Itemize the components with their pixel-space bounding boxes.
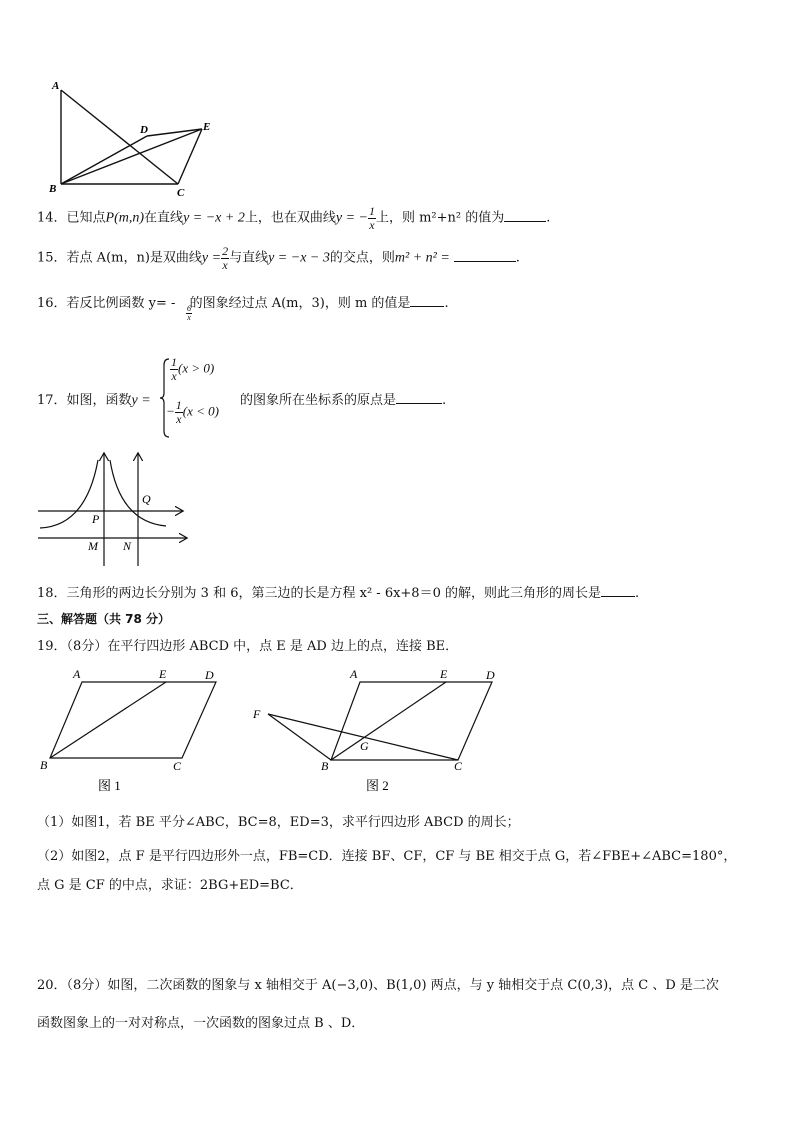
fig2-label-D: D	[486, 668, 495, 682]
question-20-line2: 函数图象上的一对对称点，一次函数的图象过点 B 、D．	[37, 1016, 365, 1031]
section-3-title: 三、解答题（共 78 分）	[37, 612, 171, 626]
fig2-label-G: G	[360, 739, 369, 753]
question-15: 15．若点 A(m，n)是双曲线y = $\frac{2}{x}$ 与直线y = −x − 3的交点，则m² + n² = .	[37, 244, 520, 272]
fig-label-P: P	[92, 512, 100, 526]
question-17-prefix: 17．如图，函数y =	[37, 393, 151, 408]
question-19-part2b: 点 G 是 CF 的中点，求证：2BG+ED=BC．	[37, 878, 303, 893]
q17-brace	[160, 357, 170, 439]
fig1-label-A: A	[73, 667, 81, 681]
fig1-caption: 图 1	[98, 778, 121, 793]
q14-text2: 上，也在双曲线	[244, 210, 336, 226]
question-18: 18．三角形的两边长分别为 3 和 6，第三边的长是方程 x² - 6x+8＝0 的解，则此三角形的周长是 .	[37, 586, 640, 601]
label-B: B	[49, 183, 57, 195]
fig-label-M: M	[88, 539, 98, 553]
q17-figure	[34, 450, 194, 570]
q16-text: 16．若反比例函数 y= -	[37, 296, 176, 311]
q16-small-fraction: $\frac{6}{x}$	[187, 304, 191, 322]
q14-hyperbola-fraction: $\frac{1}{x}$	[368, 204, 375, 232]
fig2-label-C: C	[454, 759, 463, 773]
fig-label-Q: Q	[142, 492, 151, 506]
question-14: 14．已知点P(m,n)在直线y = −x + 2上，也在双曲线y = − $\frac{1}{x}$ 上，则 m²+n² 的值为 .	[37, 204, 551, 232]
q14-text1: 在直线	[144, 210, 184, 226]
figure-abcde	[44, 78, 224, 198]
q19-figure-2	[248, 664, 508, 796]
fig2-label-F: F	[253, 707, 261, 721]
q14-answer-blank[interactable]	[504, 209, 546, 222]
question-19-part1: （1）如图1，若 BE 平分∠ABC，BC=8，ED=3，求平行四边形 ABCD 的周长；	[37, 815, 520, 830]
q15-hyperbola-prefix: y =	[201, 250, 222, 266]
fig2-label-B: B	[321, 759, 329, 773]
question-16: 16．若反比例函数 y= - 的图象经过点 A(m，3)，则 m 的值是 .	[37, 296, 449, 311]
q14-hyperbola-prefix: y = −	[335, 210, 368, 226]
fig2-caption: 图 2	[366, 778, 389, 793]
q17-answer-blank[interactable]	[396, 391, 442, 404]
label-E: E	[203, 121, 211, 133]
question-17-suffix: 的图象所在坐标系的原点是 .	[240, 393, 447, 408]
q14-number: 14．已知点	[37, 210, 106, 226]
q19-figure-1	[38, 664, 228, 796]
q16-answer-blank[interactable]	[410, 294, 444, 307]
question-19-part2a: （2）如图2，点 F 是平行四边形外一点，FB=CD．连接 BF、CF，CF 与 BE 相交于点 G，若∠FBE+∠ABC=180°，	[37, 849, 737, 864]
q14-line-equation: y = −x + 2	[183, 210, 245, 226]
q14-point: P(m,n)	[105, 210, 145, 226]
q17-case-2: − $\frac{1}{x}$ (x < 0)	[166, 398, 219, 426]
fig2-label-A: A	[350, 667, 358, 681]
q15-line-equation: y = −x − 3	[268, 250, 330, 266]
question-20-line1: 20．（8分）如图，二次函数的图象与 x 轴相交于 A(−3,0)、B(1,0) 两点，与 y 轴相交于点 C(0,3)，点 C 、D 是二次	[37, 978, 719, 993]
fig1-label-D: D	[205, 668, 214, 682]
question-19-stem: 19．（8分）在平行四边形 ABCD 中，点 E 是 AD 边上的点，连接 BE．	[37, 639, 459, 654]
q18-answer-blank[interactable]	[601, 584, 635, 597]
label-A: A	[52, 80, 60, 92]
q15-text: 15．若点 A(m，n)是双曲线	[37, 250, 202, 266]
q15-hyperbola-fraction: $\frac{2}{x}$	[222, 244, 229, 272]
fig-label-N: N	[123, 539, 132, 553]
fig1-label-B: B	[40, 758, 48, 772]
q16-text2: 的图象经过点 A(m，3)，则 m 的值是	[189, 296, 411, 311]
fig1-label-E: E	[159, 667, 167, 681]
fig1-label-C: C	[173, 759, 182, 773]
label-C: C	[177, 187, 185, 198]
q17-case-1: $\frac{1}{x}$ (x > 0)	[171, 355, 215, 383]
q15-answer-blank[interactable]	[454, 249, 516, 262]
q17-y-equals: y =	[131, 393, 151, 408]
label-D: D	[140, 124, 148, 136]
q14-text3: 上，则 m²+n² 的值为	[375, 210, 505, 226]
fig2-label-E: E	[440, 667, 448, 681]
q15-expression: m² + n² =	[394, 250, 450, 266]
